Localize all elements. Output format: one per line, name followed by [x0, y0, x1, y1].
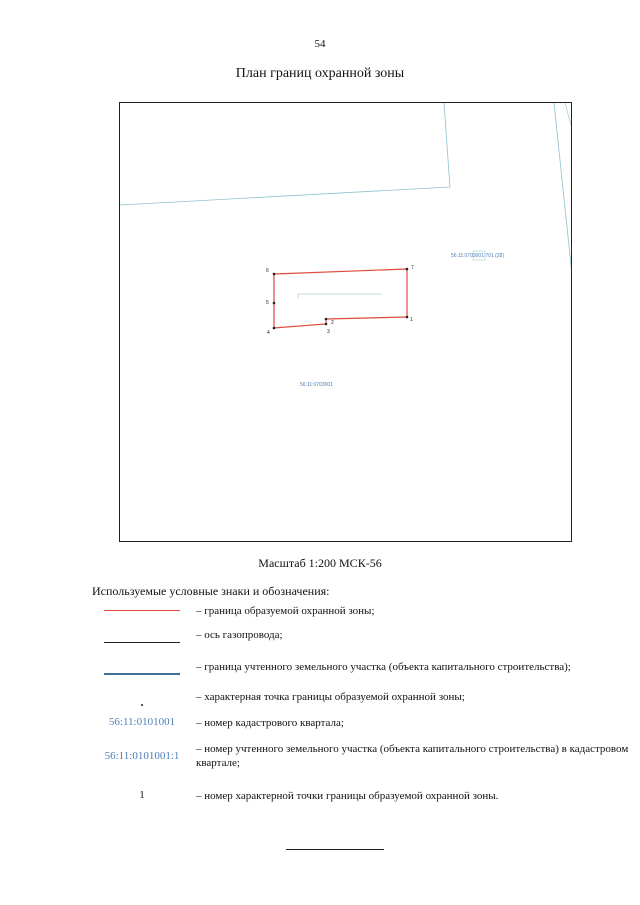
legend-text: – ось газопровода; — [196, 629, 283, 641]
scale-caption: Масштаб 1:200 МСК-56 — [258, 556, 382, 570]
point-label-6: 6 — [266, 268, 269, 274]
parcel-boundary-top — [120, 103, 450, 205]
legend-symbol-point-number: 1 — [139, 789, 145, 801]
point-7 — [406, 268, 409, 271]
point-label-3: 3 — [327, 329, 330, 335]
pipeline-axis — [298, 294, 382, 299]
footer-separator-line — [286, 849, 384, 850]
parcel-boundary-right — [554, 103, 571, 313]
legend-symbol-parcel-number: 56:11:0101001:1 — [104, 750, 180, 762]
zone-boundary — [274, 269, 407, 328]
legend-item-pipeline-axis — [92, 628, 632, 648]
point-1 — [406, 316, 409, 319]
legend-symbol-dot — [92, 690, 192, 710]
page-title: План границ охранной зоны — [235, 66, 405, 81]
legend-item-characteristic-point — [92, 690, 632, 710]
legend-symbol-red-line — [92, 604, 192, 624]
page-number: 54 — [314, 38, 326, 50]
point-label-5: 5 — [266, 300, 269, 306]
legend-text: – номер характерной точки границы образуемой охранной зоны. — [196, 790, 499, 802]
legend-symbol-blue-line — [92, 660, 192, 680]
map-drawing — [120, 103, 571, 541]
legend-text: – номер учтенного земельного участка (объекта капитального строительства) в кадастровом квартале; — [196, 743, 629, 769]
point-4 — [273, 327, 276, 330]
quarter-number-label: 56:11:0703001 — [300, 382, 333, 388]
point-label-2: 2 — [331, 320, 334, 326]
point-label-4: 4 — [267, 330, 270, 336]
legend-item-zone-boundary — [92, 604, 632, 624]
legend-item-cadastral-quarter — [92, 716, 632, 736]
legend-text: – номер кадастрового квартала; — [196, 717, 344, 729]
point-label-1: 1 — [410, 317, 413, 323]
legend-text: – характерная точка границы образуемой охранной зоны; — [196, 691, 465, 703]
point-3 — [325, 323, 328, 326]
boundary-map — [119, 102, 572, 542]
legend-symbol-black-line — [92, 628, 192, 648]
point-2 — [325, 318, 328, 321]
point-5 — [273, 302, 276, 305]
legend-heading: Используемые условные знаки и обозначения: — [92, 584, 330, 598]
point-label-7: 7 — [411, 265, 414, 271]
legend-item-point-number — [92, 789, 632, 809]
legend-text: – граница образуемой охранной зоны; — [196, 605, 375, 617]
legend-text: – граница учтенного земельного участка (объекта капитального строительства); — [196, 661, 571, 673]
legend-item-parcel-number — [92, 742, 632, 774]
parcel-boundary-top-right — [565, 103, 571, 125]
point-6 — [273, 273, 276, 276]
legend-symbol-quarter-number: 56:11:0101001 — [108, 716, 176, 728]
legend-item-parcel-boundary — [92, 660, 632, 680]
parcel-number-label: 56:11:0703001:701 (28) — [451, 253, 505, 259]
